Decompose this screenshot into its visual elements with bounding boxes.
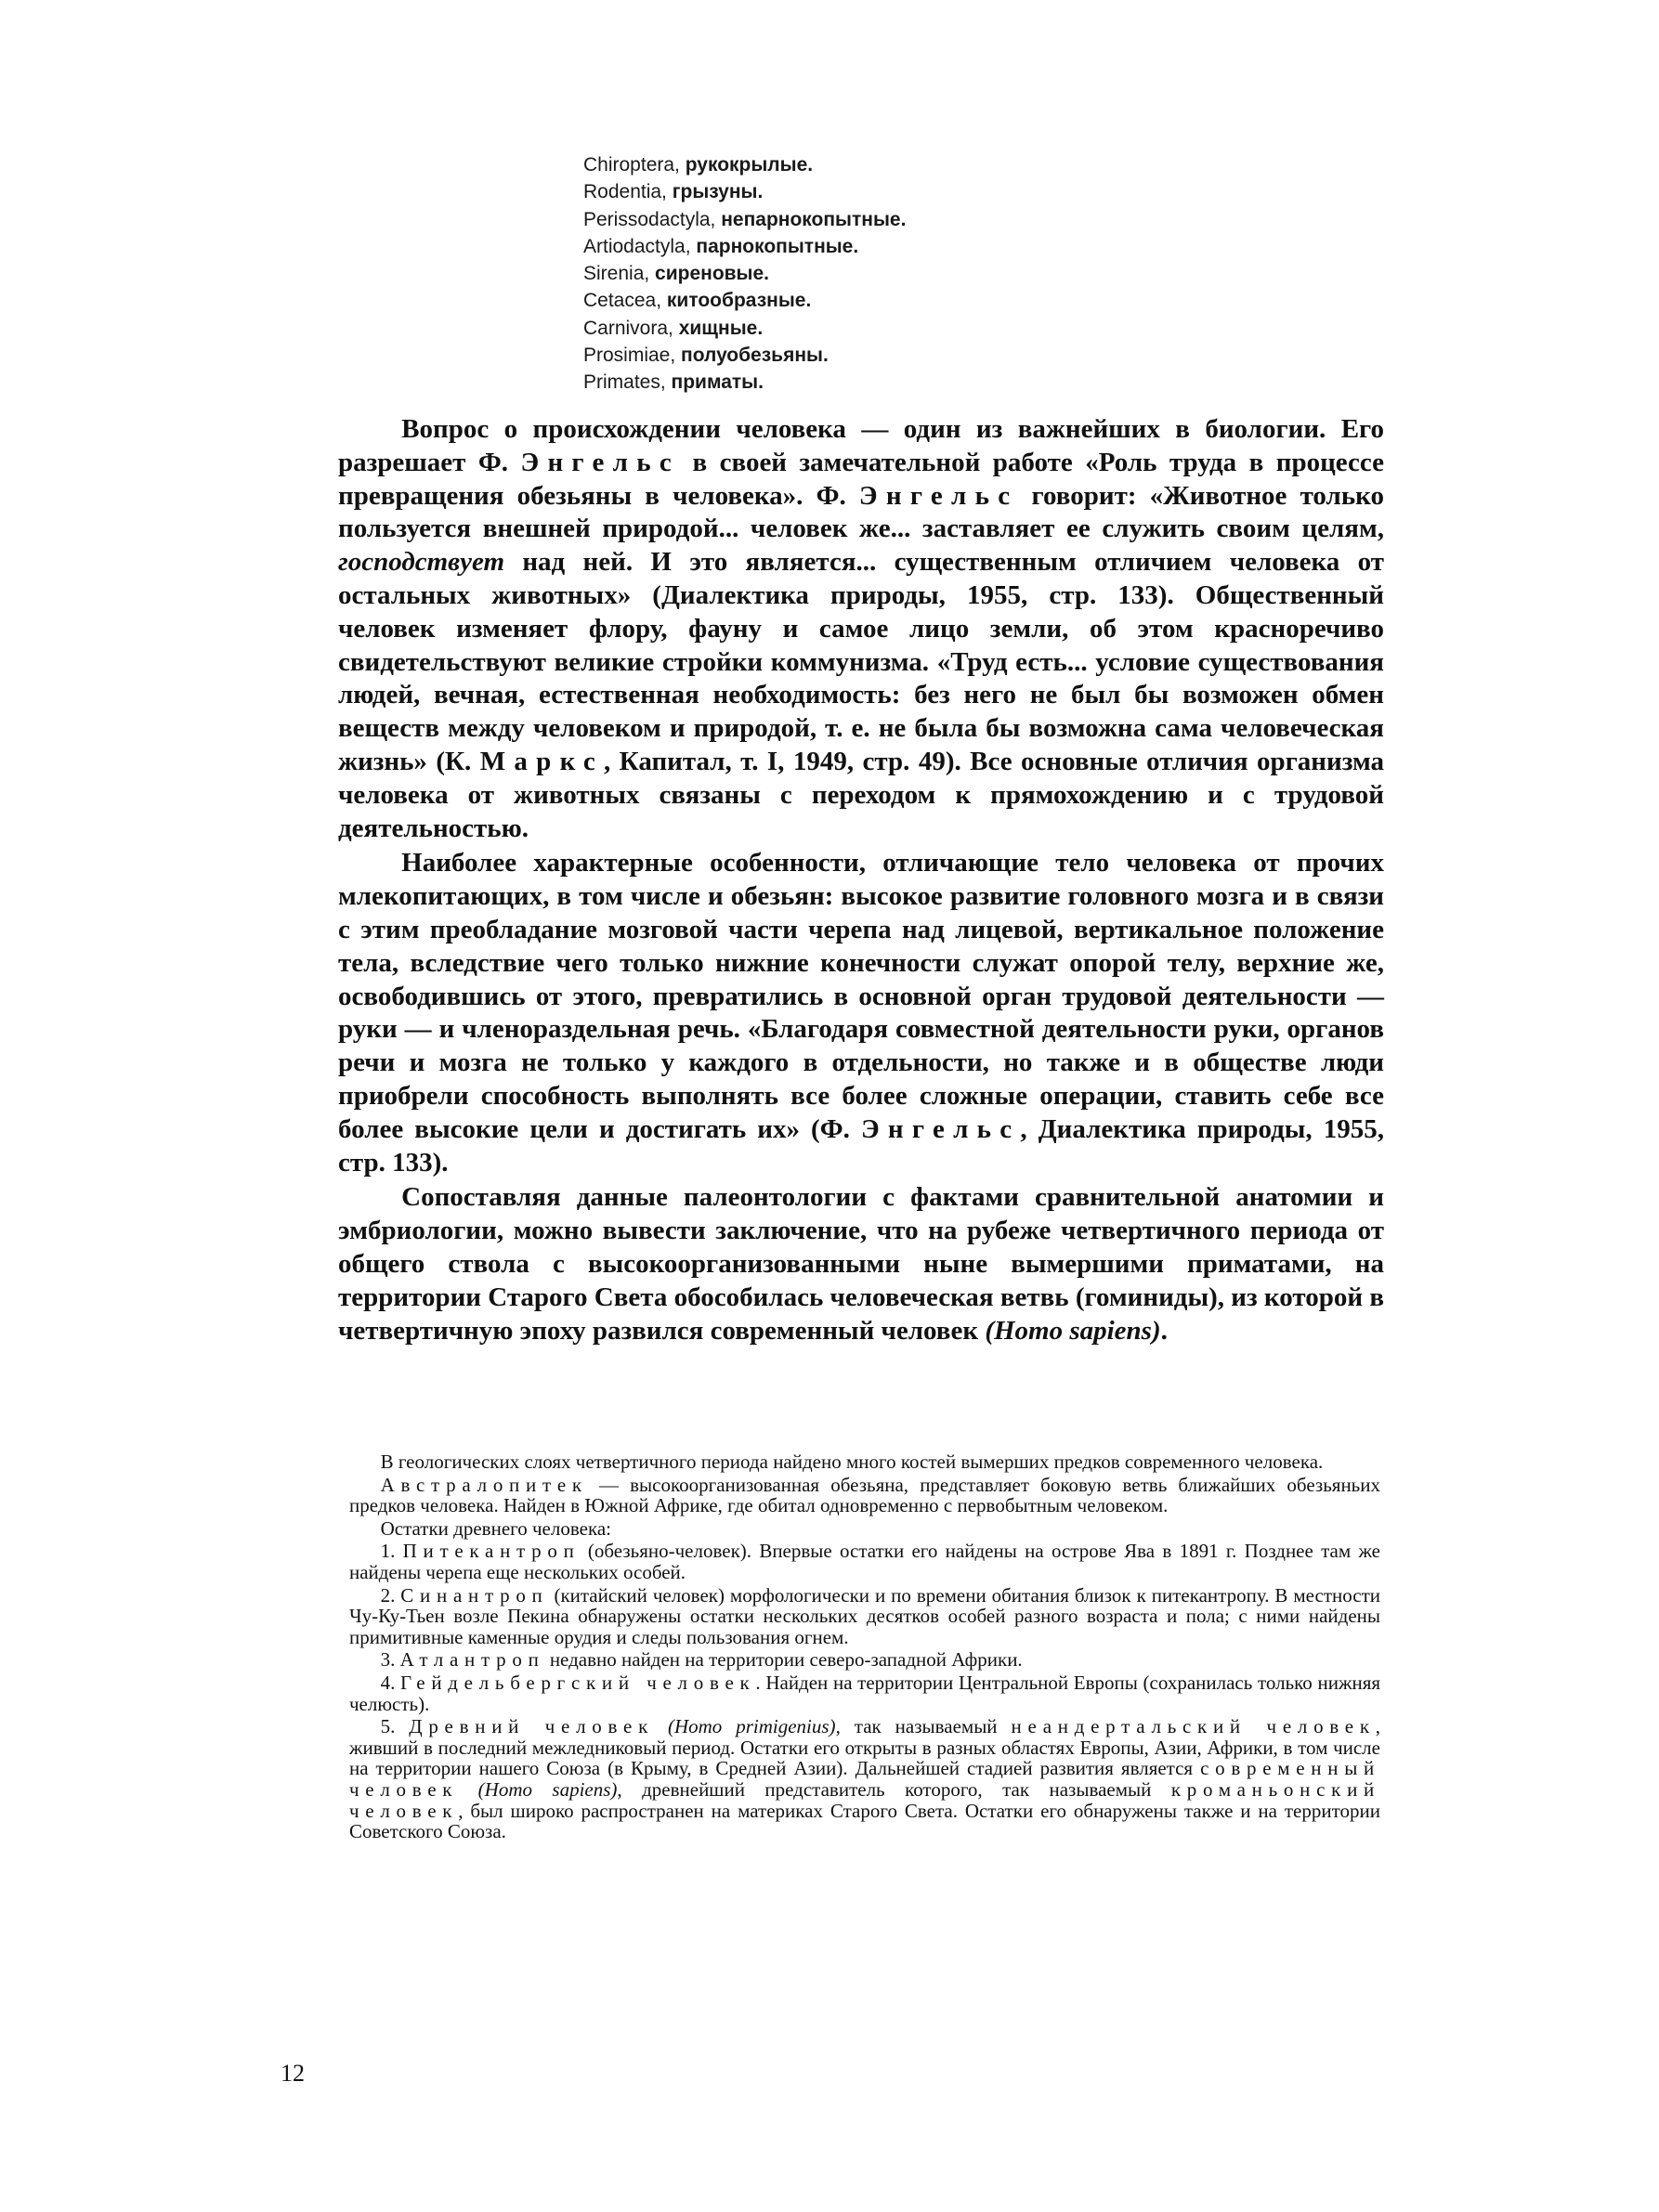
- text-run: (обезьяно-человек). Впервые остатки его найдены на острове Ява в 1891 г. Позднее там же найдены черепа еще нескольких особей.: [349, 1540, 1380, 1583]
- main-text: [338, 413, 1384, 1347]
- author-name: Энгельс: [520, 447, 680, 477]
- text-run: Наиболее характерные особенности, отличающие тело человека от прочих млекопитающих, в том числе и обезьян: высокое развитие головного мозга и в связи с этим преобладание мозговой части черепа над лицевой, вертикальное положение тела, вследствие чего только нижние конечности служат опорой телу, верхние же, освободившись от этого, превратились в основной орган трудовой деятельности — руки — и членораздельная речь. «Благодаря совместной деятельности руки, органов речи и мозга не только у каждого в отдельности, но также и в обществе люди приобрели способность выполнять все более сложные операции, ставить себе все более высокие цели и достигать их» (Ф.: [338, 848, 1384, 1144]
- taxon-item: [583, 206, 1104, 233]
- fine-item: [349, 1649, 1380, 1671]
- taxon-latin: Rodentia,: [583, 181, 667, 203]
- text-run: в своей замечательной работе «Роль труда в процессе превращения обезьяны в человека». Ф.: [338, 447, 1384, 511]
- fine-australopithecus: [349, 1475, 1380, 1516]
- taxon-latin: Primates,: [583, 371, 666, 394]
- item-number: 5.: [380, 1715, 410, 1738]
- text-run: Вопрос о происхождении человека — один из важнейших в биологии. Его разрешает Ф.: [338, 414, 1384, 477]
- species-name: (Homo sapiens): [985, 1315, 1161, 1346]
- author-name: Энгельс: [860, 1113, 1021, 1144]
- taxon-russian: приматы.: [665, 371, 764, 394]
- term: Гейдельбергский человек: [400, 1671, 756, 1694]
- text-run: недавно найден на территории северо-западной Африки.: [544, 1648, 1023, 1672]
- paragraph-conclusion: [338, 1181, 1384, 1347]
- term: кроманьонский человек: [349, 1777, 1380, 1822]
- taxon-item: [583, 315, 1104, 342]
- item-number: 3.: [380, 1648, 400, 1672]
- taxon-item: [583, 151, 1104, 178]
- fine-item: [349, 1672, 1380, 1714]
- species-name: (Homo primigenius): [667, 1715, 836, 1738]
- text-run: , Капитал, т. I, 1949, стр. 49). Все основные отличия организма человека от животных связаны с переходом к прямохождению и с трудовой деятельностью.: [338, 746, 1385, 843]
- taxon-latin: Carnivora,: [583, 317, 673, 339]
- text-run: Сопоставляя данные палеонтологии с фактами сравнительной анатомии и эмбриологии, можно вывести заключение, что на рубеже четвертичного периода от общего ствола с высокоорганизованными ныне вымершими приматами, на территории Старого Света обособилась человеческая ветвь (гоминиды), из которой в четвертичную эпоху развился современный человек: [338, 1182, 1384, 1346]
- paragraph-origin-question: [338, 413, 1384, 845]
- fine-print: [349, 1451, 1380, 1842]
- item-number: 4.: [380, 1671, 401, 1694]
- taxon-latin: Prosimiae,: [583, 345, 676, 367]
- taxon-russian: полуобезьяны.: [675, 345, 829, 367]
- author-name: Маркс: [479, 746, 604, 776]
- fine-ancient-heading: Остатки древнего человека:: [380, 1516, 611, 1540]
- term: Питекантроп: [402, 1540, 581, 1563]
- text-run: , древнейший представитель которого, так называемый: [617, 1777, 1171, 1801]
- taxon-russian: китообразные.: [661, 290, 812, 312]
- page-number: 12: [281, 2060, 305, 2087]
- text-run: , Диалектика природы, 1955, стр. 133).: [338, 1113, 1384, 1178]
- taxon-item: [583, 233, 1104, 260]
- text-run: , был широко распространен на материках Старого Света. Остатки его обнаружены также и на территории Советского Союза.: [349, 1799, 1380, 1843]
- item-number: 1.: [380, 1540, 403, 1563]
- term: Древний человек: [409, 1715, 654, 1738]
- taxon-item: [583, 178, 1104, 205]
- term: Синантроп: [400, 1583, 549, 1607]
- term: Атлантроп: [399, 1648, 545, 1672]
- fine-item: [349, 1585, 1380, 1648]
- taxon-russian: хищные.: [673, 317, 764, 339]
- taxon-latin: Cetacea,: [583, 290, 662, 312]
- taxon-item: [583, 260, 1104, 287]
- taxon-russian: сиреновые.: [649, 263, 770, 285]
- text-run: (китайский человек) морфологически и по времени обитания близок к питекантропу. В местности Чу-Ку-Тьен возле Пекина обнаружены остатки нескольких десятков особей разного возраста и пола; с ними найдены примитивные каменные орудия и следы пользования огнем.: [349, 1583, 1380, 1648]
- taxon-latin: Perissodactyla,: [583, 208, 716, 230]
- taxon-item: [583, 342, 1104, 369]
- text-run: говорит: «Животное только пользуется внешней природой... человек же... заставляет ее служить своим целям,: [338, 480, 1384, 544]
- fine-intro: В геологических слоях четвертичного периода найдено много костей вымерших предков современного человека.: [380, 1451, 1324, 1473]
- emphasis: господствует: [338, 547, 505, 578]
- taxonomy-list: [583, 151, 1104, 397]
- taxon-russian: парнокопытные.: [690, 235, 859, 257]
- text-run: , так называемый: [835, 1715, 1012, 1738]
- species-name: (Homo sapiens): [477, 1777, 618, 1801]
- text-run: .: [1160, 1315, 1168, 1346]
- fine-item: [349, 1716, 1380, 1842]
- taxon-latin: Chiroptera,: [583, 154, 680, 176]
- text-run: , живший в последний межледниковый период. Остатки его открыты в разных областях Европы, Азии, Африки, в том числе на территории нашего Союза (в Крыму, в Средней Азии). Дальнейшей стадией развития является: [349, 1715, 1381, 1780]
- text-run: над ней. И это является... существенным отличием человека от остальных животных» (Диалектика природы, 1955, стр. 133). Общественный человек изменяет флору, фауну и самое лицо земли, об этом красноречиво свидетельствуют великие стройки коммунизма. «Труд есть... условие существования людей, вечная, естественная необходимость: без него не был бы возможен обмен веществ между человеком и природой, т. е. не была бы возможна сама человеческая жизнь» (К.: [338, 547, 1384, 776]
- taxon-latin: Artiodactyla,: [583, 235, 691, 257]
- text-run: . Найден на территории Центральной Европы (сохранилась только нижняя челюсть).: [349, 1671, 1381, 1715]
- taxon-russian: рукокрылые.: [679, 154, 814, 176]
- term: современный человек: [349, 1757, 1380, 1801]
- item-number: 2.: [380, 1583, 401, 1607]
- paragraph-human-features: [338, 847, 1384, 1179]
- taxon-russian: непарнокопытные.: [715, 208, 907, 230]
- taxon-russian: грызуны.: [666, 181, 764, 203]
- term: неандертальский человек: [1011, 1715, 1376, 1738]
- taxon-item: [583, 287, 1104, 314]
- taxon-item: [583, 369, 1104, 396]
- fine-item: [349, 1541, 1380, 1582]
- term: Австралопитек: [380, 1473, 588, 1496]
- text-run: — высокоорганизованная обезьяна, представляет боковую ветвь ближайших обезьяньих предков человека. Найден в Южной Африке, где обитал одновременно с первобытным человеком.: [349, 1473, 1380, 1517]
- author-name: Энгельс: [858, 480, 1019, 511]
- taxon-latin: Sirenia,: [583, 263, 650, 285]
